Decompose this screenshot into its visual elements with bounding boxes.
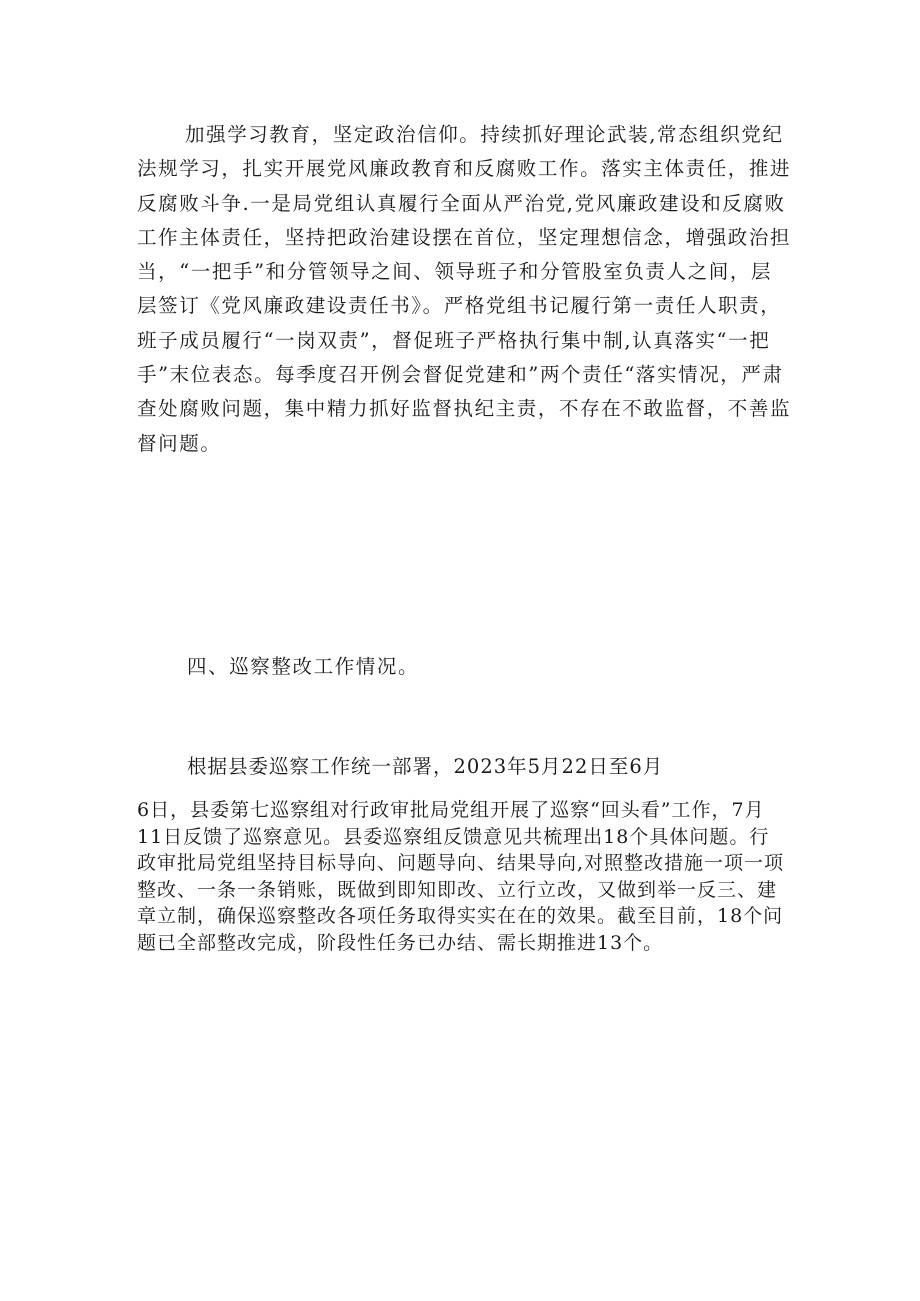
paragraph-inspection-body: 6日，县委第七巡察组对行政审批局党组开展了巡察“回头看”工作，7月11日反馈了巡察意见。县委巡察组反馈意见共梳理出18个具体问题。行政审批局党组坚持目标导向、问题导向、结果导向,对照整改措施一项一项整改、一条一条销账，既做到即知即改、立行立改，又做到举一反三、建章立制，确保巡察整改各项任务取得实实在在的效果。截至目前，18个问题已全部整改完成，阶段性任务已办结、需长期推进13个。 <box>137 799 785 954</box>
paragraph-inspection-first-line: 根据县委巡察工作统一部署，2023年5月22日至6月 <box>187 755 664 778</box>
section-heading-inspection-rectification: 四、巡察整改工作情况。 <box>187 655 420 678</box>
paragraph-party-conduct: 加强学习教育，坚定政治信仰。持续抓好理论武装,常态组织党纪法规学习，扎实开展党风廉政教育和反腐败工作。落实主体责任，推进反腐败斗争.一是局党组认真履行全面从严治党,党风廉政建设和反腐败工作主体责任，坚持把政治建设摆在首位，坚定理想信念，增强政治担当，“一把手”和分管领导之间、领导班子和分管股室负责人之间，层层签订《党风廉政建设责任书》。严格党组书记履行第一责任人职责，班子成员履行“一岗双责”，督促班子严格执行集中制,认真落实“一把手”末位表态。每季度召开例会督促党建和”两个责任“落实情况，严肃查处腐败问题，集中精力抓好监督执纪主责，不存在不敢监督，不善监督问题。 <box>137 123 792 455</box>
